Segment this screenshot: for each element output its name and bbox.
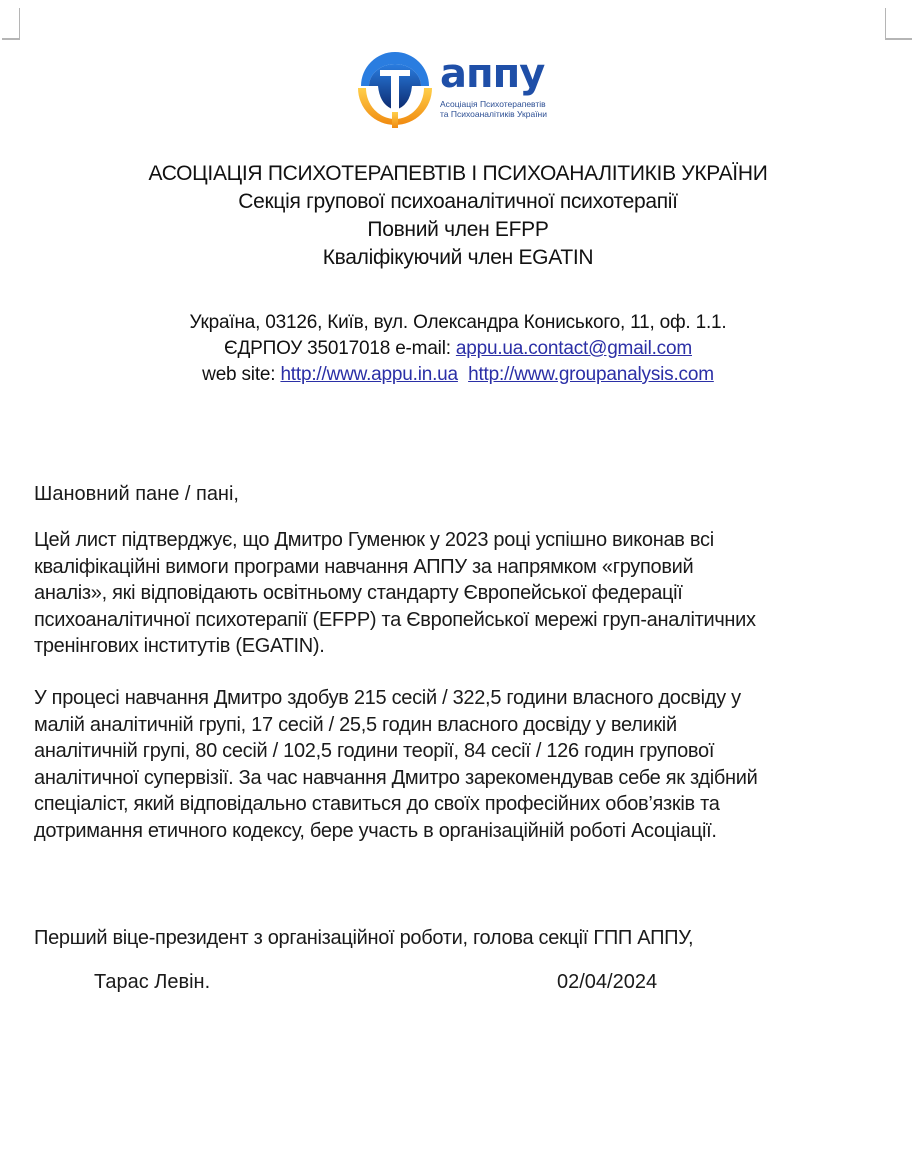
page-corner-mark-left xyxy=(2,8,20,40)
text-line: У процесі навчання Дмитро здобув 215 сесій / 322,5 години власного досвіду у xyxy=(34,687,741,709)
paragraph-training-details xyxy=(34,685,894,844)
text-line: кваліфікаційні вимоги програми навчання АППУ за напрямком «груповий xyxy=(34,555,694,578)
signatory-name: Тарас Левін. xyxy=(94,971,211,993)
logo-subtitle-line1: Асоціація Психотерапевтів xyxy=(440,99,546,109)
text-line: малій аналітичній групі, 17 сесій / 25,5 годин власного досвіду у великій xyxy=(34,713,677,736)
text-line: аналітичної супервізії. За час навчання Дмитро зарекомендував себе як здібний xyxy=(34,766,758,789)
website-line xyxy=(0,362,916,388)
text-line: дотримання етичного кодексу, бере участь в організаційній роботі Асоціації. xyxy=(34,819,717,842)
greeting: Шановний пане / пані, xyxy=(34,483,239,505)
paragraph-confirmation xyxy=(34,527,894,660)
website-link-groupanalysis[interactable]: http://www.groupanalysis.com xyxy=(468,364,714,385)
logo-subtitle-line2: та Психоаналітиків України xyxy=(440,109,547,119)
efpp-membership: Повний член EFPP xyxy=(367,218,549,241)
email-link[interactable]: appu.ua.contact@gmail.com xyxy=(455,338,692,359)
postal-address: Україна, 03126, Київ, вул. Олександра Кониського, 11, оф. 1.1. xyxy=(189,312,727,333)
contact-block xyxy=(0,310,916,388)
text-line: Цей лист підтверджує, що Дмитро Гуменюк у 2023 році успішно виконав всі xyxy=(34,529,714,551)
website-label: web site: xyxy=(202,364,281,385)
appu-logo xyxy=(352,48,572,132)
text-line: аналітичній групі, 80 сесій / 102,5 години теорії, 84 сесії / 126 годин групової xyxy=(34,740,715,762)
text-line: психоаналітичної психотерапії (EFPP) та Європейської мережі груп-аналітичних xyxy=(34,608,756,631)
text-line: аналіз», які відповідають освітньому стандарту Європейської федерації xyxy=(34,582,683,604)
website-link-appu[interactable]: http://www.appu.in.ua xyxy=(280,364,458,385)
text-line: тренінгових інститутів (EGATIN). xyxy=(34,635,325,657)
organization-name: АСОЦІАЦІЯ ПСИХОТЕРАПЕВТІВ І ПСИХОАНАЛІТИКІВ УКРАЇНИ xyxy=(148,162,768,185)
signatory-title: Перший віце-президент з організаційної роботи, голова секції ГПП АППУ, xyxy=(34,927,694,949)
page-corner-mark-right xyxy=(885,8,912,40)
egatin-membership: Кваліфікуючий член EGATIN xyxy=(322,246,594,269)
logo-wordmark: аппу xyxy=(440,51,545,97)
psi-icon xyxy=(352,48,438,132)
organization-header xyxy=(0,160,916,272)
section-name: Секція групової психоаналітичної психотерапії xyxy=(238,190,678,213)
edrpou-email-line xyxy=(0,336,916,362)
signature-date: 02/04/2024 xyxy=(557,971,658,993)
text-line: спеціаліст, який відповідально ставиться до своїх професійних обов’язків та xyxy=(34,793,720,815)
edrpou-label: ЄДРПОУ 35017018 e-mail: xyxy=(224,338,456,359)
